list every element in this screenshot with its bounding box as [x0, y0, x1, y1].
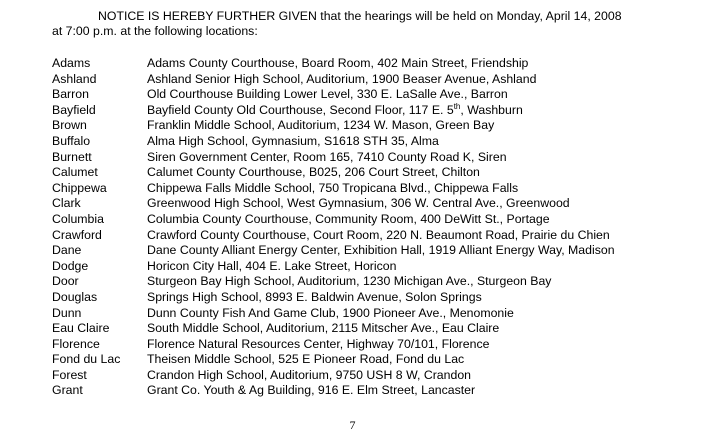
location-address-main: Bayfield County Old Courthouse, Second Floor, 117 E. 5 [147, 102, 454, 117]
location-row-clark [52, 196, 697, 212]
location-address: Dunn County Fish And Game Club, 1900 Pioneer Ave., Menomonie [147, 305, 514, 320]
notice-line-1: NOTICE IS HEREBY FURTHER GIVEN that the hearings will be held on Monday, April 14, 2008 [98, 9, 622, 23]
county-name: Burnett [52, 149, 92, 164]
location-row-door [52, 274, 697, 290]
county-name: Buffalo [52, 133, 91, 148]
location-row-adams [52, 56, 697, 72]
location-address: Ashland Senior High School, Auditorium, 1900 Beaser Avenue, Ashland [147, 71, 537, 86]
county-name: Douglas [52, 289, 98, 304]
location-row-eau-claire [52, 321, 697, 337]
county-name: Forest [52, 367, 87, 382]
notice-line-2: at 7:00 p.m. at the following locations: [52, 24, 258, 38]
county-name: Calumet [52, 165, 98, 180]
location-row-buffalo [52, 134, 697, 150]
location-row-columbia [52, 212, 697, 228]
county-name: Ashland [52, 71, 97, 86]
location-row-fond-du-lac [52, 352, 697, 368]
county-name: Columbia [52, 211, 104, 226]
hearing-locations-list [52, 56, 697, 399]
location-row-barron [52, 87, 697, 103]
location-address: Theisen Middle School, 525 E Pioneer Road, Fond du Lac [147, 352, 465, 367]
county-name: Brown [52, 118, 87, 133]
location-address: Columbia County Courthouse, Community Room, 400 DeWitt St., Portage [147, 211, 550, 226]
location-address: Florence Natural Resources Center, Highway 70/101, Florence [147, 336, 490, 351]
location-row-burnett [52, 150, 697, 166]
location-address: Chippewa Falls Middle School, 750 Tropicana Blvd., Chippewa Falls [147, 180, 519, 195]
location-address: Calumet County Courthouse, B025, 206 Court Street, Chilton [147, 165, 480, 180]
location-address: Horicon City Hall, 404 E. Lake Street, Horicon [147, 258, 397, 273]
hearing-notice [52, 9, 692, 39]
location-row-forest [52, 368, 697, 384]
location-address: Old Courthouse Building Lower Level, 330 E. LaSalle Ave., Barron [147, 87, 508, 102]
location-row-chippewa [52, 181, 697, 197]
county-name: Adams [52, 56, 91, 70]
location-row-dodge [52, 259, 697, 275]
county-name: Door [52, 274, 79, 289]
location-row-douglas [52, 290, 697, 306]
location-row-bayfield [52, 103, 697, 119]
ordinal-suffix: th [453, 101, 461, 111]
page-number: 7 [349, 418, 356, 432]
county-name: Fond du Lac [52, 352, 121, 367]
location-address: Greenwood High School, West Gymnasium, 306 W. Central Ave., Greenwood [147, 196, 570, 211]
location-row-calumet [52, 165, 697, 181]
county-name: Clark [52, 196, 81, 211]
county-name: Crawford [52, 227, 102, 242]
location-address: Franklin Middle School, Auditorium, 1234 W. Mason, Green Bay [147, 118, 495, 133]
county-name: Dodge [52, 258, 89, 273]
location-row-crawford [52, 228, 697, 244]
location-address: South Middle School, Auditorium, 2115 Mitscher Ave., Eau Claire [147, 321, 500, 336]
location-address-city: , Washburn [460, 102, 523, 117]
county-name: Dunn [52, 305, 82, 320]
location-row-grant [52, 383, 697, 399]
location-address: Adams County Courthouse, Board Room, 402 Main Street, Friendship [147, 56, 529, 70]
location-address: Dane County Alliant Energy Center, Exhibition Hall, 1919 Alliant Energy Way, Madison [147, 243, 615, 258]
location-row-ashland [52, 72, 697, 88]
county-name: Dane [52, 243, 82, 258]
location-address: Crawford County Courthouse, Court Room, 220 N. Beaumont Road, Prairie du Chien [147, 227, 610, 242]
location-address: Crandon High School, Auditorium, 9750 USH 8 W, Crandon [147, 367, 471, 382]
county-name: Barron [52, 87, 89, 102]
location-address: Grant Co. Youth & Ag Building, 916 E. Elm Street, Lancaster [147, 383, 476, 398]
location-address [147, 103, 697, 119]
location-address: Sturgeon Bay High School, Auditorium, 1230 Michigan Ave., Sturgeon Bay [147, 274, 552, 289]
location-row-brown [52, 118, 697, 134]
county-name: Bayfield [52, 102, 96, 117]
location-row-dunn [52, 306, 697, 322]
location-row-dane [52, 243, 697, 259]
county-name: Florence [52, 336, 100, 351]
location-row-florence [52, 337, 697, 353]
county-name: Eau Claire [52, 321, 110, 336]
location-address: Springs High School, 8993 E. Baldwin Avenue, Solon Springs [147, 289, 482, 304]
county-name: Chippewa [52, 180, 107, 195]
location-address: Alma High School, Gymnasium, S1618 STH 35, Alma [147, 133, 439, 148]
county-name: Grant [52, 383, 83, 398]
location-address: Siren Government Center, Room 165, 7410 County Road K, Siren [147, 149, 507, 164]
